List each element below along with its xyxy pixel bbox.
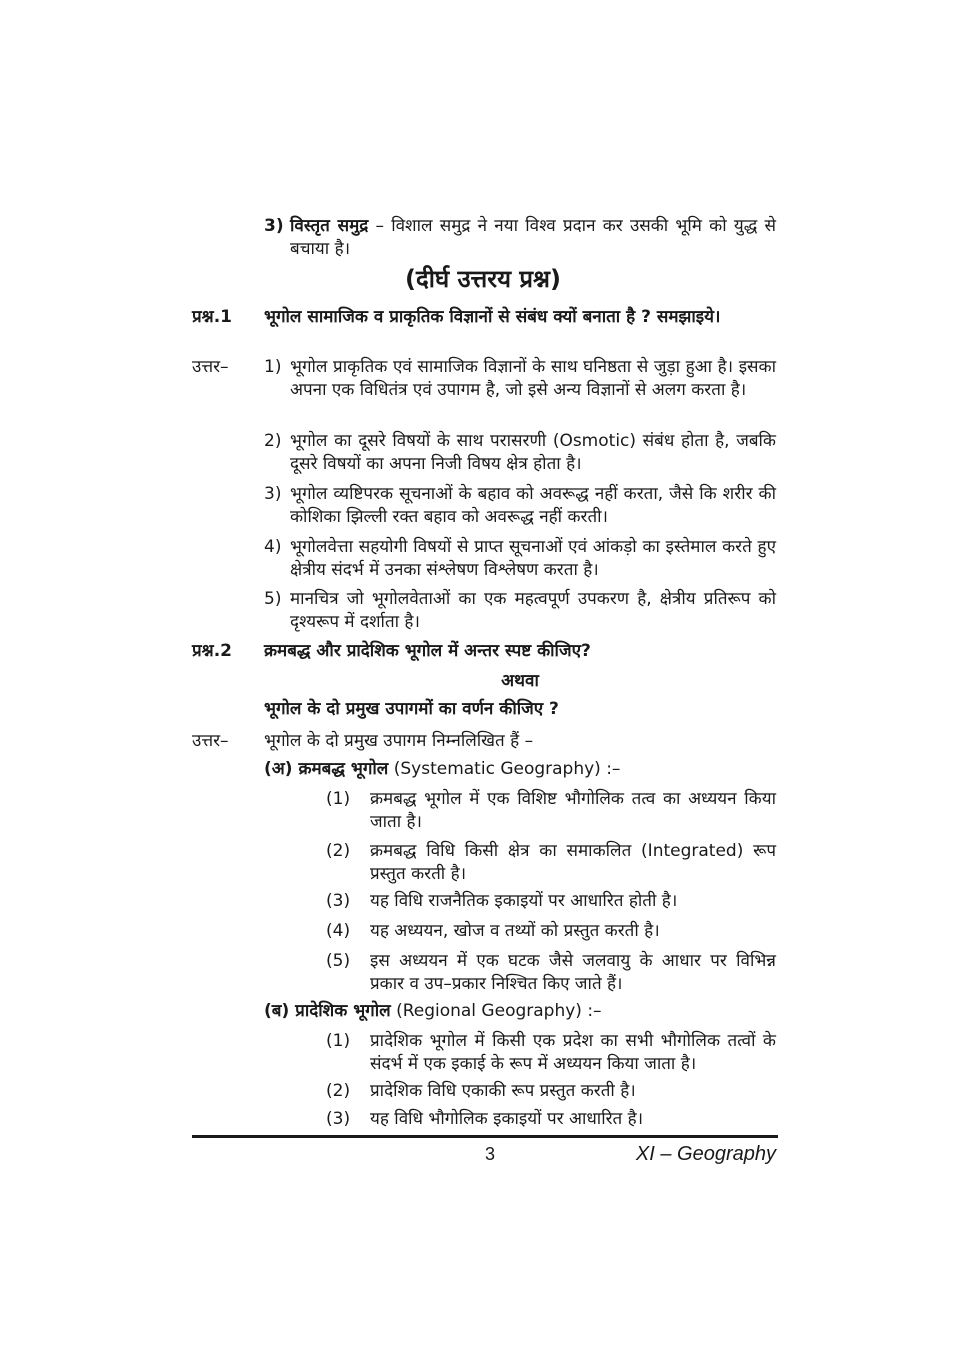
list-item-text: भूगोल व्यष्टिपरक सूचनाओं के बहाव को अवरूद्ध नहीं करता, जैसे कि शरीर की कोशिका झिल्ली रक्त बहाव को अवरूद्ध नहीं करती। [290,484,776,527]
page-number: 3 [484,1144,495,1164]
list-item-number: (1) [326,1031,351,1051]
list-item-text: यह विधि राजनैतिक इकाइयों पर आधारित होती है। [370,891,678,911]
intro-text: – विशाल समुद्र ने नया विश्व प्रदान कर उसकी भूमि को युद्ध से बचाया है। [290,216,776,259]
question-1-label: प्रश्न.1 [192,307,232,327]
list-item-number: (4) [326,921,351,941]
systematic-title-en: (Systematic Geography) :– [393,759,621,779]
list-item-text: क्रमबद्ध भूगोल में एक विशिष्ट भौगोलिक तत्व का अध्ययन किया जाता है। [370,789,776,832]
list-item-number: 5) [264,589,282,609]
section-heading: (दीर्घ उत्तरय प्रश्न) [405,265,561,293]
list-item-text: भूगोलवेत्ता सहयोगी विषयों से प्राप्त सूचनाओं एवं आंकड़ो का इस्तेमाल करते हुए क्षेत्रीय संदर्भ में उनका संश्लेषण विश्लेषण करता है। [290,537,776,580]
list-item-number: (3) [326,891,351,911]
list-item-text: यह विधि भौगोलिक इकाइयों पर आधारित है। [370,1109,644,1129]
answer-1-label: उत्तर– [192,357,229,377]
list-item-text: यह अध्ययन, खोज व तथ्यों को प्रस्तुत करती है। [370,921,660,941]
question-2-label: प्रश्न.2 [192,641,232,661]
regional-heading [264,1000,776,1023]
answer-2-intro: भूगोल के दो प्रमुख उपागम निम्नलिखित हैं – [264,731,534,751]
systematic-title: (अ) क्रमबद्ध भूगोल [264,759,389,779]
list-item-text: मानचित्र जो भूगोलवेताओं का एक महत्वपूर्ण उपकरण है, क्षेत्रीय प्रतिरूप को दृश्यरूप में दर्शाता है। [290,589,776,632]
list-item-text: क्रमबद्ध विधि किसी क्षेत्र का समाकलित (Integrated) रूप प्रस्तुत करती है। [370,841,776,884]
list-item-number: (2) [326,1081,351,1101]
question-1-text: भूगोल सामाजिक व प्राकृतिक विज्ञानों से संबंध क्यों बनाता है ? समझाइये। [264,307,721,327]
list-item-text: भूगोल का दूसरे विषयों के साथ परासरणी (Osmotic) संबंध होता है, जबकि दूसरे विषयों का अपना निजी विषय क्षेत्र होता है। [290,431,776,474]
intro-text-block [290,215,776,261]
list-item-text: भूगोल प्राकृतिक एवं सामाजिक विज्ञानों के साथ घनिष्ठता से जुड़ा हुआ है। इसका अपना एक विधितंत्र एवं उपागम है, जो इसे अन्य विज्ञानों से अलग करता है। [290,357,776,400]
list-item-number: 1) [264,357,282,377]
list-item-number: (1) [326,789,351,809]
or-separator: अथवा [501,671,539,691]
systematic-heading [264,758,776,781]
footer-title: XI – Geography [635,1143,776,1165]
list-item-number: (5) [326,951,351,971]
list-item-text: इस अध्ययन में एक घटक जैसे जलवायु के आधार पर विभिन्न प्रकार व उप–प्रकार निश्चित किए जाते हैं। [370,951,776,994]
regional-title-en: (Regional Geography) :– [396,1001,602,1021]
intro-term: विस्तृत समुद्र [290,216,369,236]
list-item-number: 4) [264,537,282,557]
list-item-number: (3) [326,1109,351,1129]
list-item-number: 3) [264,484,282,504]
alt-question: भूगोल के दो प्रमुख उपागमों का वर्णन कीजिए ? [264,699,559,719]
list-item-text: प्रादेशिक भूगोल में किसी एक प्रदेश का सभी भौगोलिक तत्वों के संदर्भ में एक इकाई के रूप में अध्ययन किया जाता है। [370,1031,776,1074]
question-2-text: क्रमबद्ध और प्रादेशिक भूगोल में अन्तर स्पष्ट कीजिए? [264,641,591,661]
intro-number: 3) [264,216,284,236]
list-item-number: 2) [264,431,282,451]
regional-title: (ब) प्रादेशिक भूगोल [264,1001,391,1021]
list-item-number: (2) [326,841,351,861]
list-item-text: प्रादेशिक विधि एकाकी रूप प्रस्तुत करती है। [370,1081,636,1101]
answer-2-label: उत्तर– [192,731,229,751]
footer-divider [192,1135,778,1138]
